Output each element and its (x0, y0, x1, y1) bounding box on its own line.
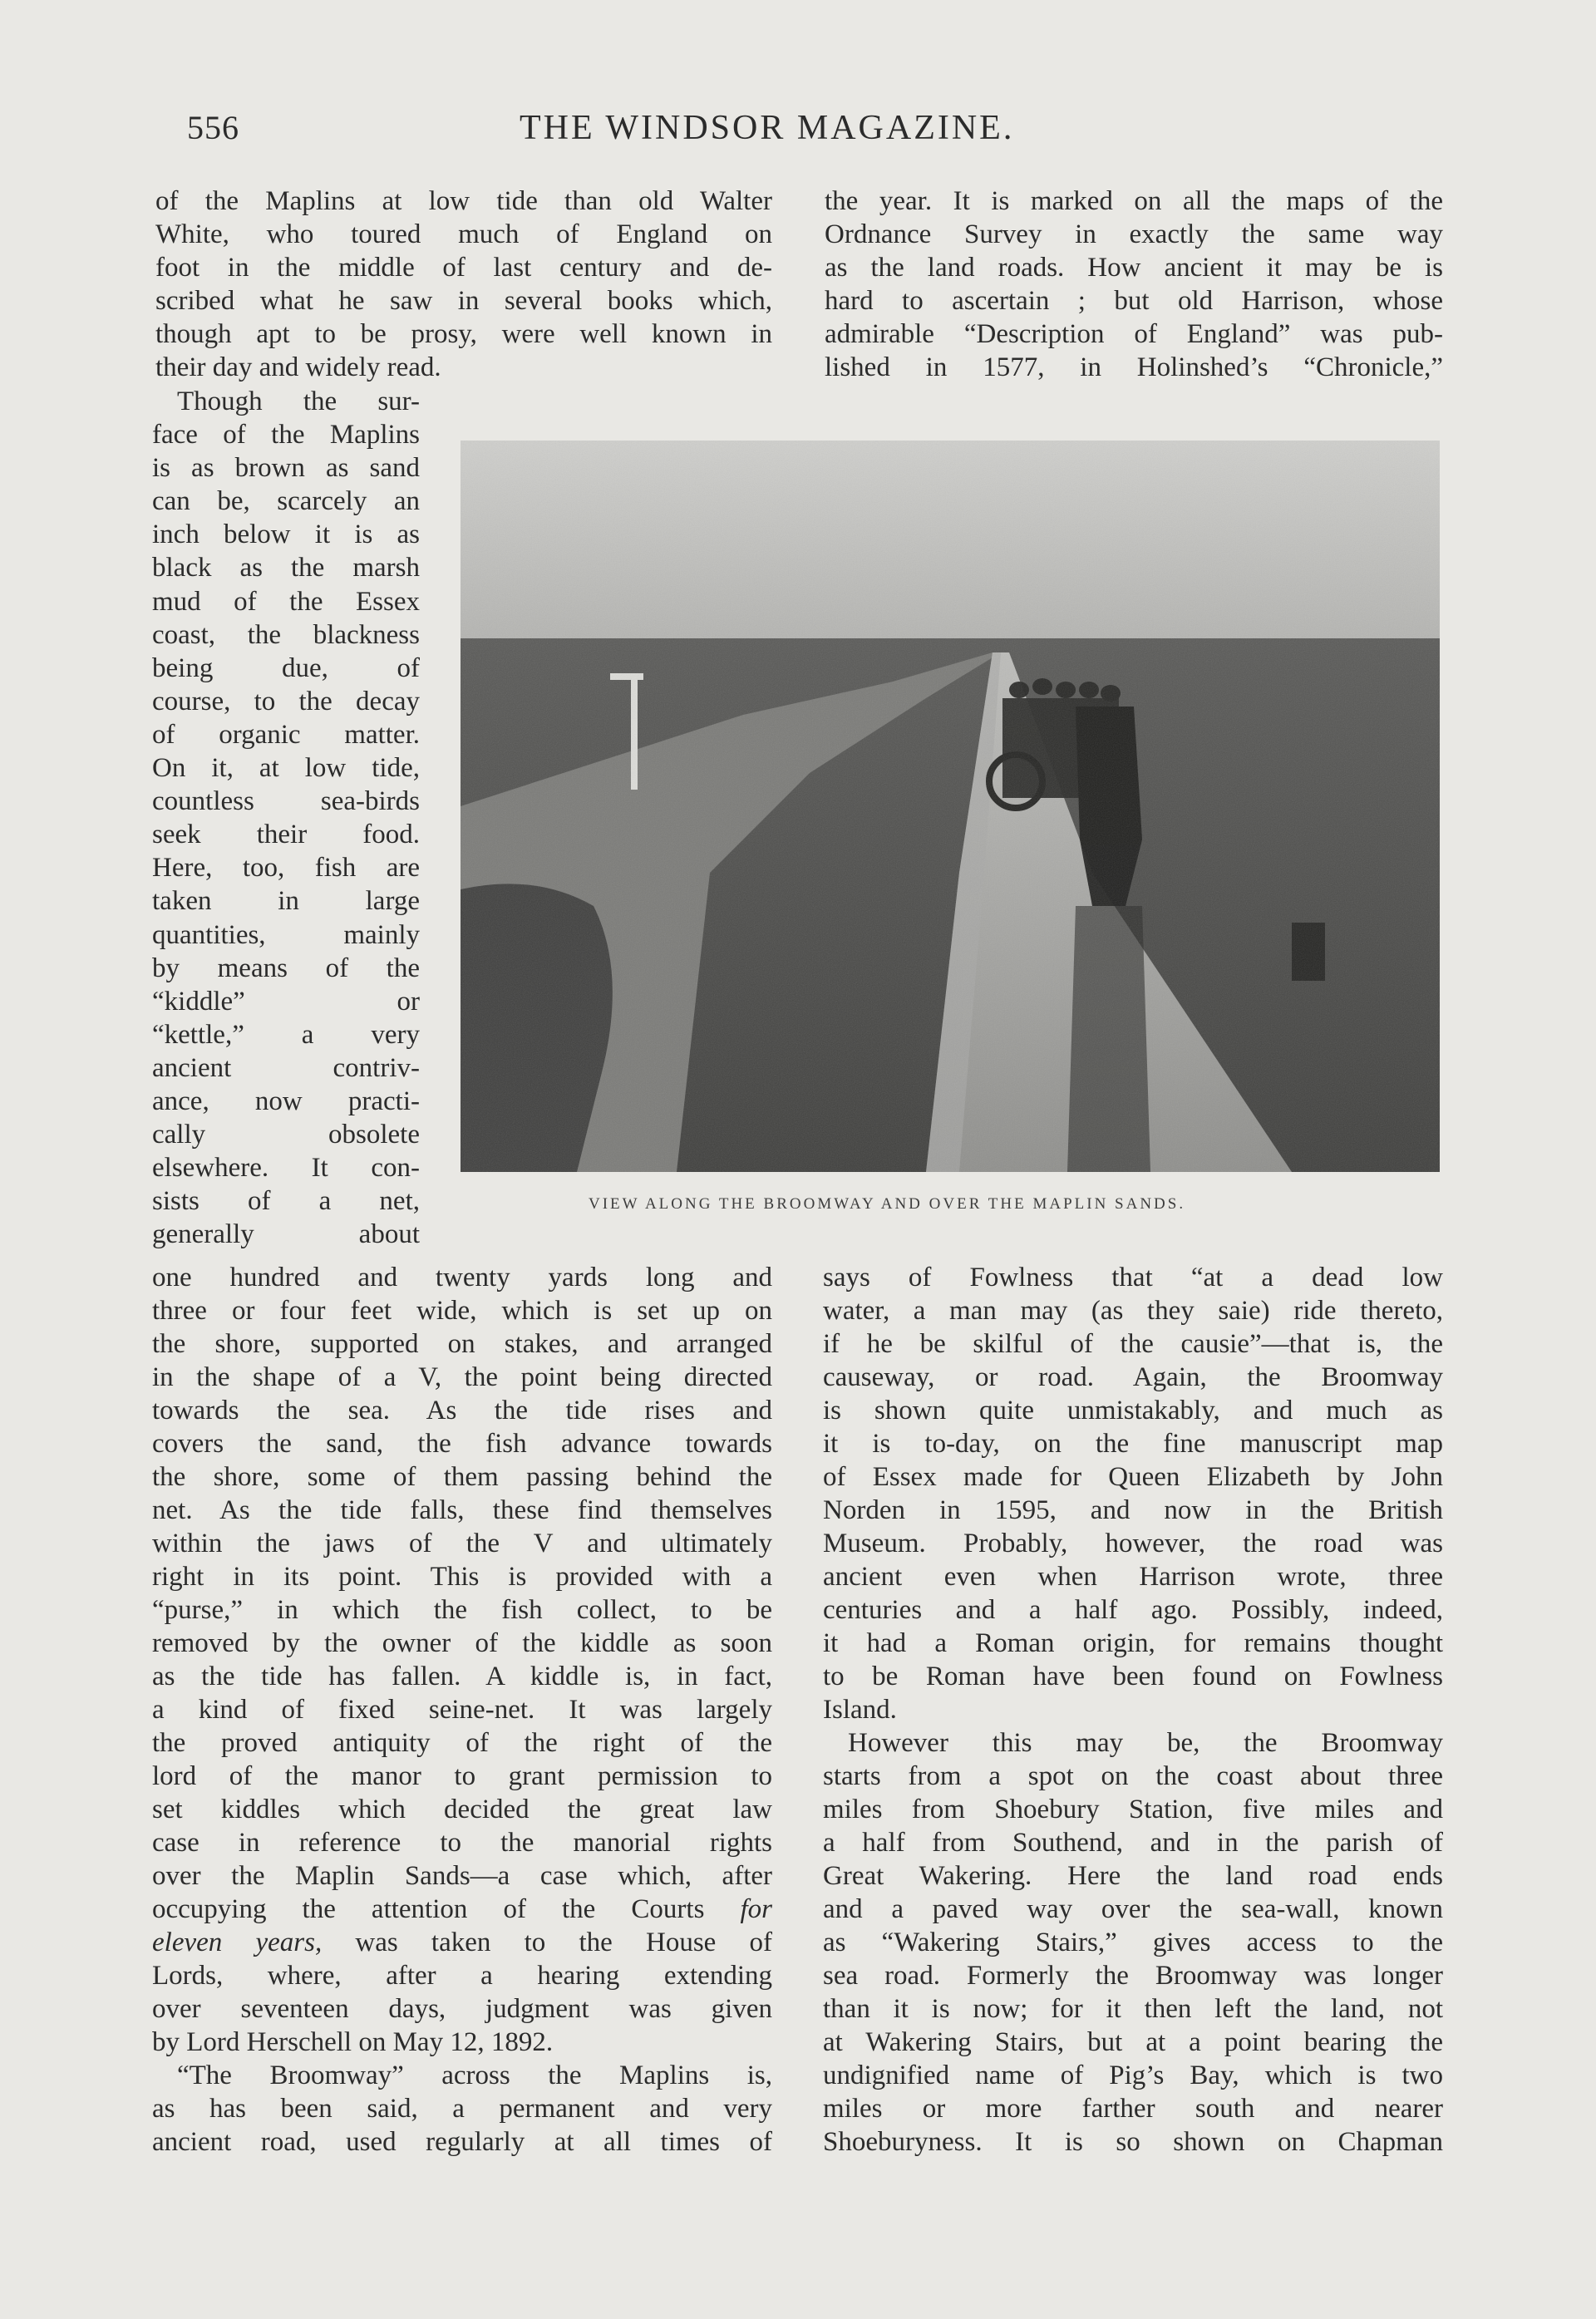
text-line: of organic matter. (152, 719, 420, 750)
text-fragment: was taken to the House of (355, 1928, 772, 1957)
text-line: covers the sand, the fish advance towards (152, 1429, 772, 1459)
text-line: Ordnance Survey in exactly the same way (825, 219, 1443, 249)
text-line: causeway, or road. Again, the Broomway (823, 1362, 1443, 1392)
text-line: can be, scarcely an (152, 486, 420, 517)
text-line: says of Fowlness that “at a dead low (823, 1263, 1443, 1292)
text-line: at Wakering Stairs, but at a point bearing the (823, 2027, 1443, 2057)
text-line: of Essex made for Queen Elizabeth by John (823, 1462, 1443, 1492)
text-line: undignified name of Pig’s Bay, which is two (823, 2061, 1443, 2090)
text-line: quantities, mainly (152, 919, 420, 950)
text-line: course, to the decay (152, 686, 420, 716)
text-line: coast, the blackness (152, 619, 420, 650)
text-line: being due, of (152, 652, 420, 683)
text-line (152, 1926, 772, 1959)
text-line: water, a man may (as they saie) ride thereto, (823, 1296, 1443, 1326)
text-line: cally obsolete (152, 1120, 420, 1150)
text-line: set kiddles which decided the great law (152, 1795, 772, 1824)
text-line: ancient even when Harrison wrote, three (823, 1562, 1443, 1592)
text-line: case in reference to the manorial rights (152, 1828, 772, 1858)
text-line: black as the marsh (152, 553, 420, 583)
text-line: “purse,” in which the fish collect, to be (152, 1595, 772, 1625)
text-line: three or four feet wide, which is set up on (152, 1296, 772, 1326)
text-line: White, who toured much of England on (155, 219, 772, 249)
running-title: THE WINDSOR MAGAZINE. (520, 109, 1015, 147)
text-line: a half from Southend, and in the parish of (823, 1828, 1443, 1858)
text-line: ancient contriv- (152, 1052, 420, 1083)
text-line: scribed what he saw in several books which, (155, 286, 772, 316)
text-line: removed by the owner of the kiddle as soon (152, 1628, 772, 1658)
text-line: over the Maplin Sands—a case which, after (152, 1861, 772, 1891)
text-line: it had a Roman origin, for remains thought (823, 1628, 1443, 1658)
text-line: Here, too, fish are (152, 853, 420, 884)
text-line: towards the sea. As the tide rises and (152, 1396, 772, 1425)
text-line: net. As the tide falls, these find themselves (152, 1495, 772, 1525)
text-line: Lords, where, after a hearing extending (152, 1961, 772, 1991)
text-line: hard to ascertain ; but old Harrison, whose (825, 286, 1443, 316)
text-line: miles or more farther south and nearer (823, 2094, 1443, 2124)
text-line: elsewhere. It con- (152, 1153, 420, 1184)
text-line: foot in the middle of last century and de- (155, 253, 772, 283)
text-line: On it, at low tide, (152, 753, 420, 784)
text-line: if he be skilful of the causie”—that is, the (823, 1329, 1443, 1359)
text-line: though apt to be prosy, were well known in (155, 319, 772, 349)
text-line: Norden in 1595, and now in the British (823, 1495, 1443, 1525)
text-line: “kettle,” a very (152, 1019, 420, 1050)
text-line: it is to-day, on the fine manuscript map (823, 1429, 1443, 1459)
text-line: seek their food. (152, 820, 420, 850)
text-line: ance, now practi- (152, 1086, 420, 1116)
text-line: ancient road, used regularly at all times of (152, 2127, 772, 2157)
text-line: Shoeburyness. It is so shown on Chapman (823, 2127, 1443, 2157)
text-line: as the land roads. How ancient it may be is (825, 253, 1443, 283)
text-line: lord of the manor to grant permission to (152, 1761, 772, 1791)
text-line: than it is now; for it then left the land, not (823, 1994, 1443, 2024)
text-line: as the tide has fallen. A kiddle is, in fact, (152, 1662, 772, 1691)
text-line: admirable “Description of England” was pub- (825, 319, 1443, 349)
text-line: Museum. Probably, however, the road was (823, 1529, 1443, 1558)
text-line: the shore, supported on stakes, and arranged (152, 1329, 772, 1359)
figure-caption: VIEW ALONG THE BROOMWAY AND OVER THE MAPLIN SANDS. (589, 1195, 1186, 1213)
text-line: sists of a net, (152, 1186, 420, 1217)
bottom-right-text (823, 1261, 1443, 2159)
text-line: sea road. Formerly the Broomway was longer (823, 1961, 1443, 1991)
text-line: the shore, some of them passing behind the (152, 1462, 772, 1492)
text-line: mud of the Essex (152, 586, 420, 617)
text-line: Great Wakering. Here the land road ends (823, 1861, 1443, 1891)
text-line: right in its point. This is provided with a (152, 1562, 772, 1592)
text-line: the proved antiquity of the right of the (152, 1728, 772, 1758)
text-line: over seventeen days, judgment was given (152, 1994, 772, 2024)
page-number: 556 (187, 109, 239, 146)
text-line: inch below it is as (152, 519, 420, 550)
text-line: starts from a spot on the coast about three (823, 1761, 1443, 1791)
bottom-left-text (152, 1261, 772, 2159)
page-header (187, 108, 1442, 158)
text-line: “The Broomway” across the Maplins is, (177, 2061, 772, 2090)
text-line: as has been said, a permanent and very (152, 2094, 772, 2124)
text-line: generally about (152, 1219, 420, 1250)
text-line: by means of the (152, 953, 420, 983)
text-line: their day and widely read. (155, 352, 441, 382)
italic-text: eleven years, (152, 1928, 323, 1957)
text-line: face of the Maplins (152, 420, 420, 451)
text-line: to be Roman have been found on Fowlness (823, 1662, 1443, 1691)
text-line: “kiddle” or (152, 986, 420, 1017)
text-line: Island. (823, 1695, 897, 1725)
text-line: and a paved way over the sea-wall, known (823, 1894, 1443, 1924)
text-line: in the shape of a V, the point being directed (152, 1362, 772, 1392)
narrow-column-text (152, 385, 420, 1251)
text-line: the year. It is marked on all the maps of the (825, 186, 1443, 216)
text-line: of the Maplins at low tide than old Walter (155, 186, 772, 216)
photograph-illustration (461, 441, 1440, 1172)
text-line: within the jaws of the V and ultimately (152, 1529, 772, 1558)
text-line: one hundred and twenty yards long and (152, 1263, 772, 1292)
text-line: is shown quite unmistakably, and much as (823, 1396, 1443, 1425)
top-right-text (825, 185, 1443, 384)
text-line: taken in large (152, 886, 420, 917)
top-left-text (155, 185, 772, 384)
text-line: a kind of fixed seine-net. It was largely (152, 1695, 772, 1725)
text-line (152, 1893, 772, 1926)
text-line: countless sea-birds (152, 786, 420, 817)
text-line: However this may be, the Broomway (848, 1728, 1443, 1758)
text-line: lished in 1577, in Holinshed’s “Chronicle,” (825, 352, 1443, 382)
italic-text: for (740, 1894, 773, 1924)
text-line: by Lord Herschell on May 12, 1892. (152, 2027, 554, 2057)
text-line: centuries and a half ago. Possibly, indeed, (823, 1595, 1443, 1625)
text-fragment: occupying the attention of the Courts (152, 1894, 705, 1924)
text-line: miles from Shoebury Station, five miles and (823, 1795, 1443, 1824)
broomway-photograph (461, 441, 1440, 1172)
text-line: Though the sur- (177, 386, 420, 416)
text-line: is as brown as sand (152, 453, 420, 484)
text-line: as “Wakering Stairs,” gives access to the (823, 1928, 1443, 1957)
photograph-figure (461, 441, 1440, 1172)
